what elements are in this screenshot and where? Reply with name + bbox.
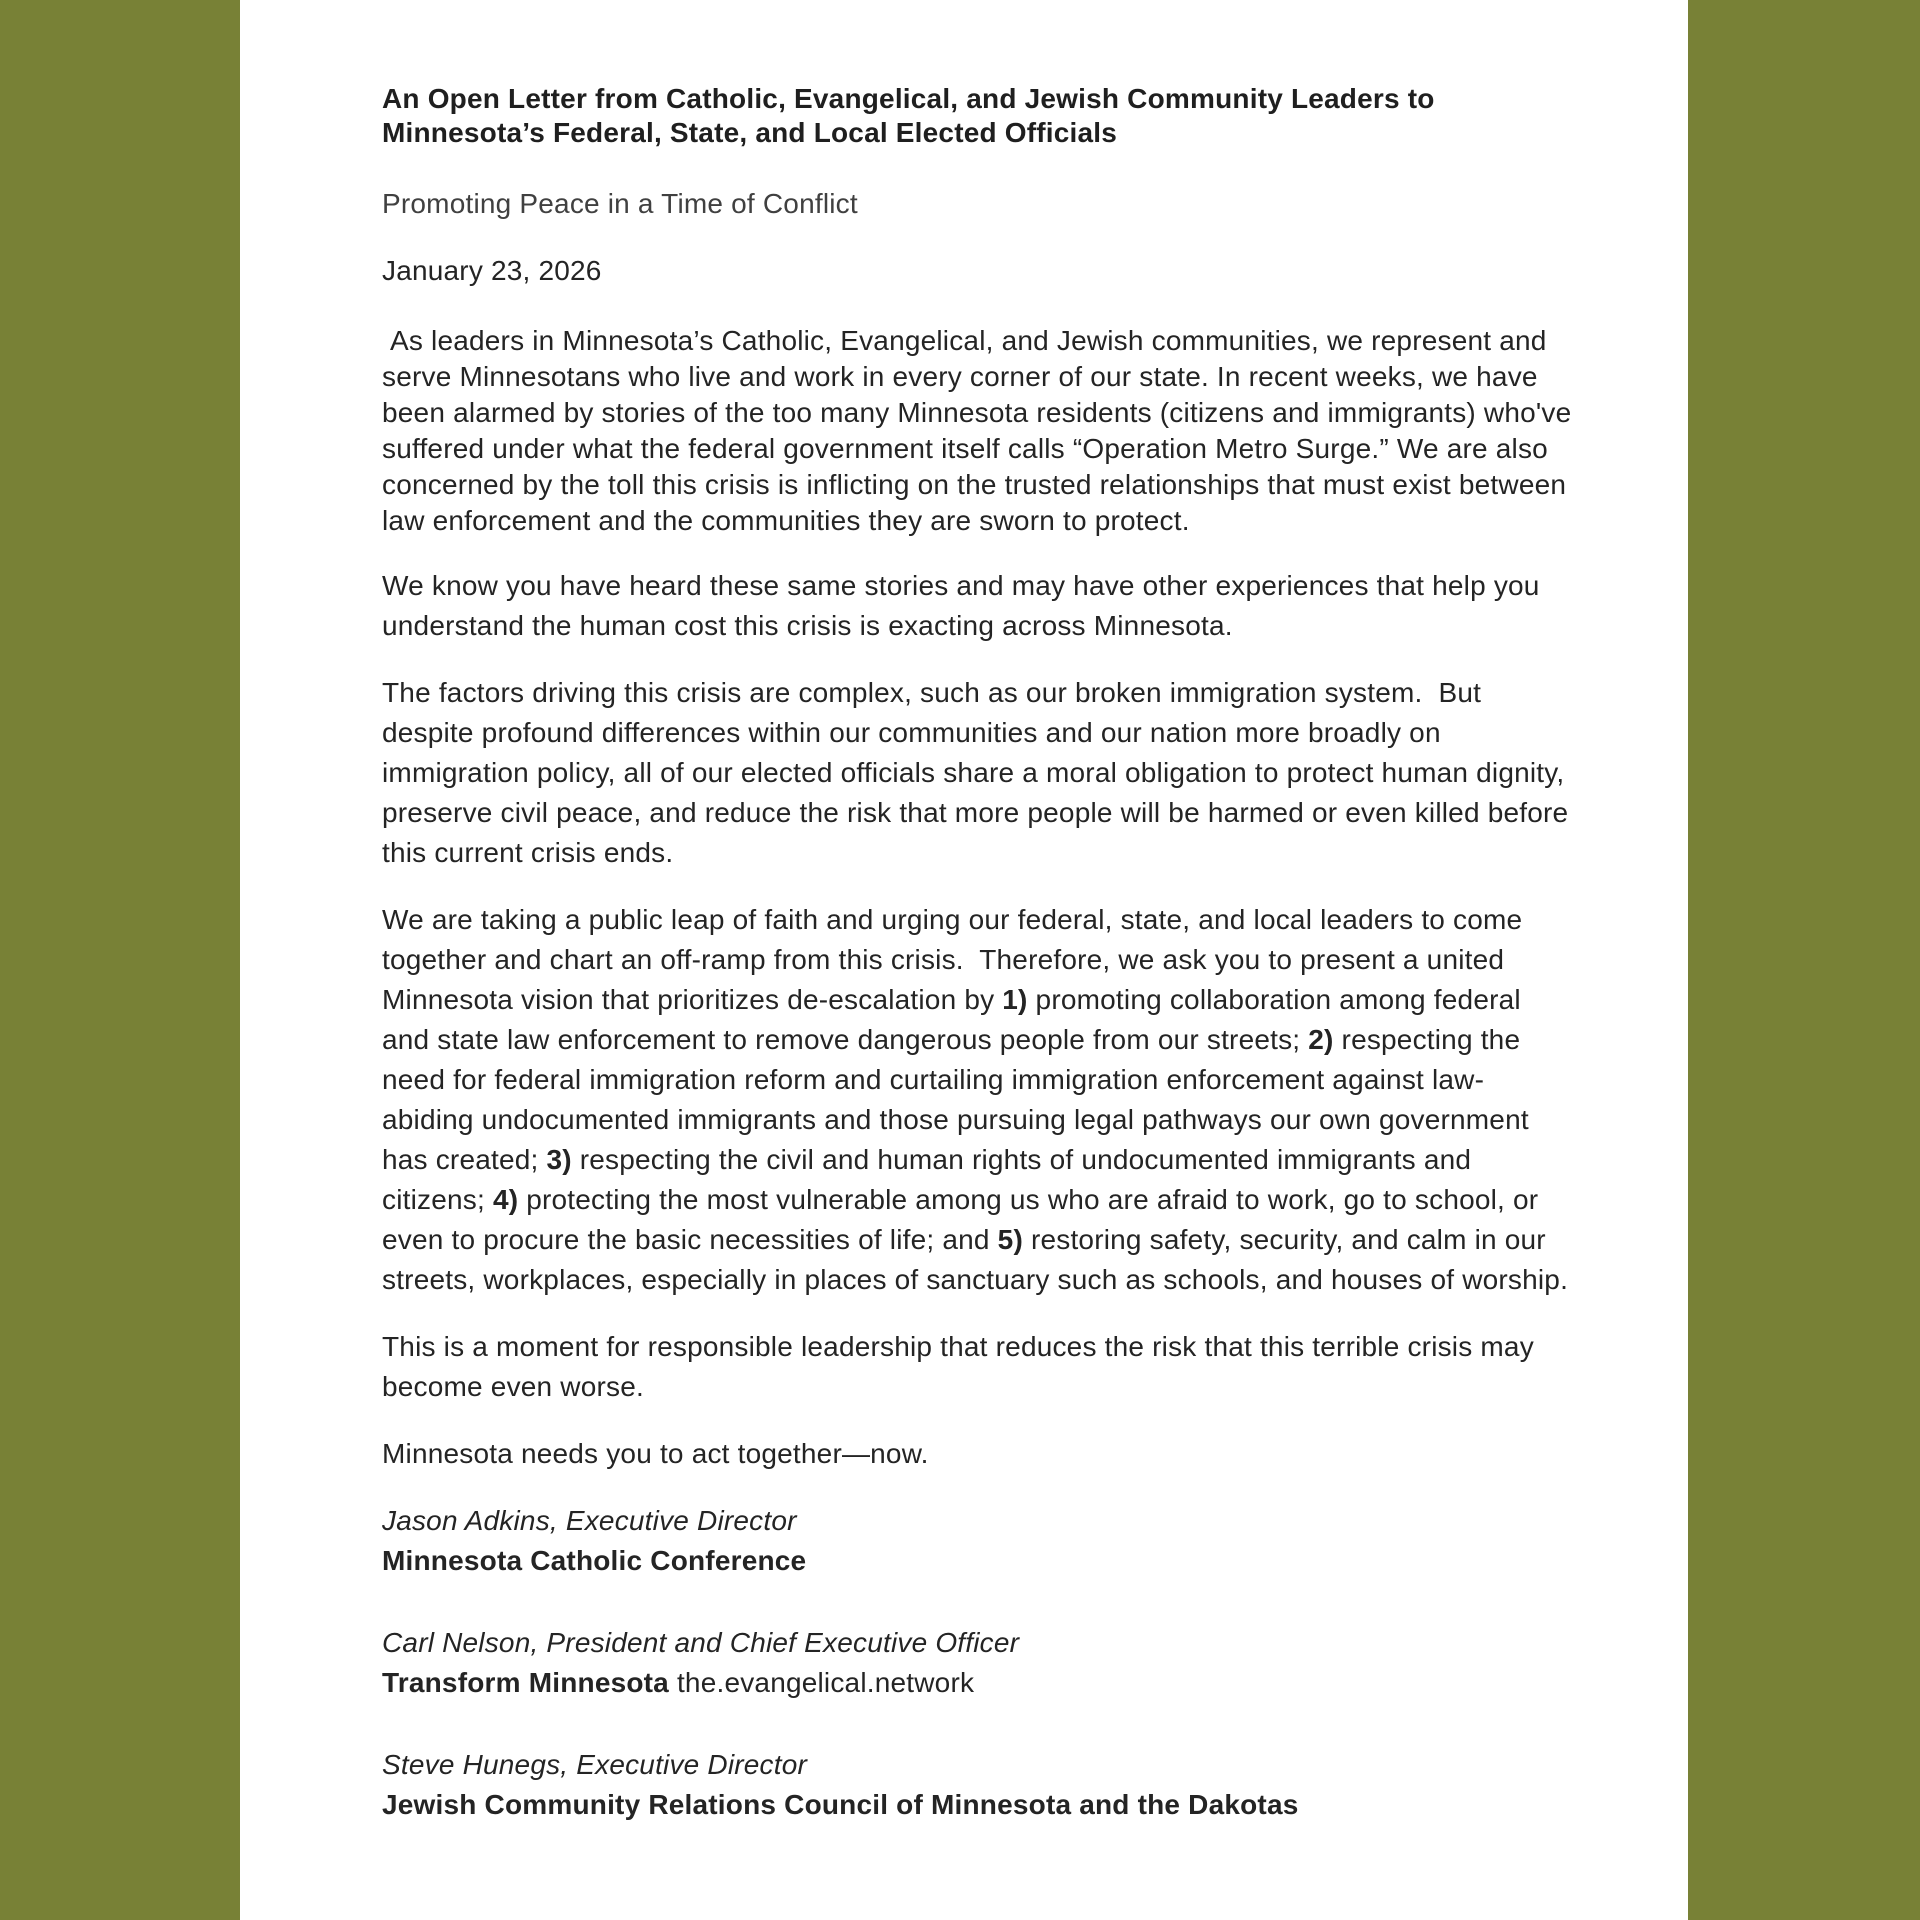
signature-section bbox=[382, 1501, 1575, 1825]
letter-content bbox=[240, 82, 1688, 1825]
letter-paragraph-4 bbox=[382, 900, 1575, 1300]
signature-block bbox=[382, 1745, 1575, 1825]
paragraph-4-segment: protecting the most vulnerable among us who are afraid to work, go to school, or even to procure the basic necessities of life; and bbox=[382, 1184, 1539, 1255]
letter-page bbox=[240, 0, 1688, 1920]
signatory-organization-name: Transform Minnesota bbox=[382, 1667, 669, 1698]
paragraph-4-segment: respecting the need for federal immigration reform and curtailing immigration enforcement against law-abiding undocumented immigrants and those pursuing legal pathways our own government has created; bbox=[382, 1024, 1529, 1175]
signatory-name-title: Carl Nelson, President and Chief Executive Officer bbox=[382, 1627, 1020, 1658]
signatory-organization bbox=[382, 1663, 1575, 1703]
signatory-organization: Minnesota Catholic Conference bbox=[382, 1545, 807, 1576]
letter-paragraph-2: We know you have heard these same stories and may have other experiences that help you understand the human cost this crisis is exacting across Minnesota. bbox=[382, 570, 1540, 641]
signature-block bbox=[382, 1501, 1575, 1581]
letter-subtitle: Promoting Peace in a Time of Conflict bbox=[382, 188, 858, 219]
letter-paragraph-3: The factors driving this crisis are complex, such as our broken immigration system. But despite profound differences within our communities and our nation more broadly on immigration policy, all of our elected officials share a moral obligation to protect human dignity, preserve civil peace, and reduce the risk that more people will be harmed or even killed before this current crisis ends. bbox=[382, 677, 1569, 868]
signatory-organization: Jewish Community Relations Council of Minnesota and the Dakotas bbox=[382, 1789, 1299, 1820]
letter-paragraph-5: This is a moment for responsible leadership that reduces the risk that this terrible crisis may become even worse. bbox=[382, 1331, 1534, 1402]
list-number-1: 1) bbox=[1002, 984, 1028, 1015]
paragraph-4-segment: respecting the civil and human rights of undocumented immigrants and citizens; bbox=[382, 1144, 1472, 1215]
paragraph-4-segment: restoring safety, security, and calm in our streets, workplaces, especially in places of sanctuary such as schools, and houses of worship. bbox=[382, 1224, 1569, 1295]
list-number-5: 5) bbox=[997, 1224, 1023, 1255]
list-number-3: 3) bbox=[546, 1144, 572, 1175]
signatory-organization-website: the.evangelical.network bbox=[668, 1667, 975, 1698]
list-number-4: 4) bbox=[492, 1184, 519, 1215]
letter-date: January 23, 2026 bbox=[382, 255, 602, 286]
paragraph-4-segment: promoting collaboration among federal and state law enforcement to remove dangerous people from our streets; bbox=[382, 984, 1521, 1055]
signatory-name-title: Jason Adkins, Executive Director bbox=[382, 1505, 797, 1536]
paragraph-4-segment: We are taking a public leap of faith and urging our federal, state, and local leaders to come together and chart an off-ramp from this crisis. Therefore, we ask you to present a united Minnesota vision that prioritizes de-escalation by bbox=[382, 904, 1523, 1015]
signature-block bbox=[382, 1623, 1575, 1703]
letter-paragraph-6: Minnesota needs you to act together—now. bbox=[382, 1438, 929, 1469]
letter-paragraph-1: As leaders in Minnesota’s Catholic, Evangelical, and Jewish communities, we represent and serve Minnesotans who live and work in every corner of our state. In recent weeks, we have been alarmed by stories of the too many Minnesota residents (citizens and immigrants) who've suffered under what the federal government itself calls “Operation Metro Surge.” We are also concerned by the toll this crisis is inflicting on the trusted relationships that must exist between law enforcement and the communities they are sworn to protect. bbox=[382, 325, 1572, 536]
list-number-2: 2) bbox=[1308, 1024, 1334, 1055]
letter-title: An Open Letter from Catholic, Evangelical, and Jewish Community Leaders to Minnesota’s Federal, State, and Local Elected Officials bbox=[382, 83, 1435, 148]
signatory-name-title: Steve Hunegs, Executive Director bbox=[382, 1749, 808, 1780]
